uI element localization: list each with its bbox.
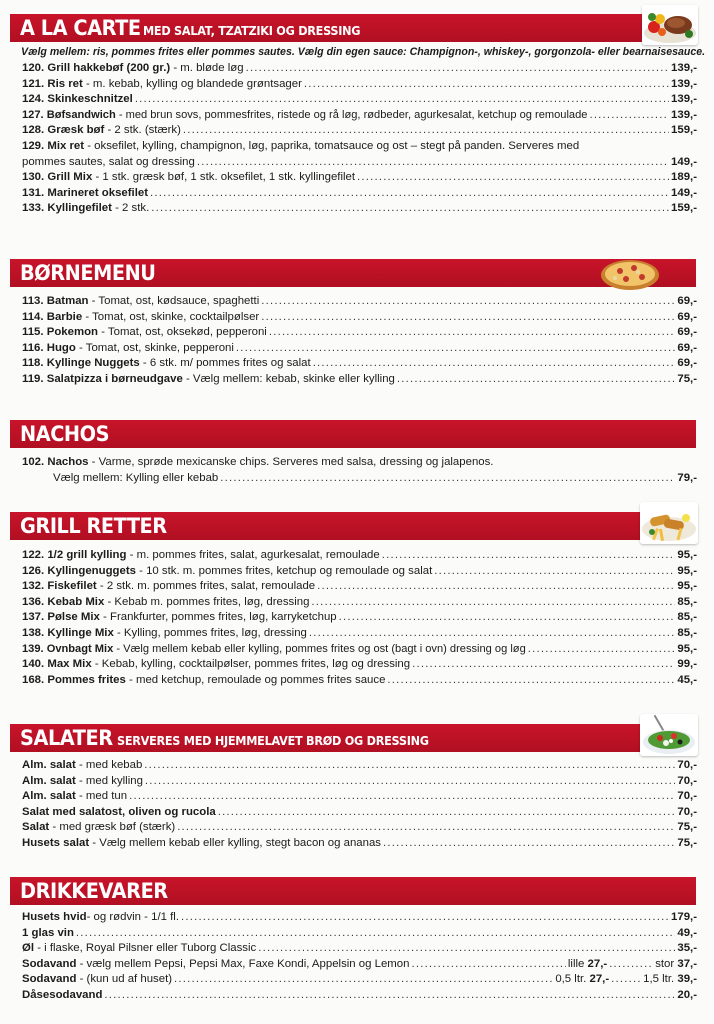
menu-item: 129. Mix ret - oksefilet, kylling, champignon, løg, paprika, tomatsauce og ost – stegt på panden. Serveres med bbox=[22, 139, 580, 152]
price: 70,- bbox=[677, 790, 697, 803]
size-label: lille bbox=[567, 957, 585, 970]
menu-item: Salat med salatost, oliven og rucola ..... 70,- bbox=[22, 805, 697, 821]
menu-list bbox=[0, 758, 714, 852]
price: 69,- bbox=[677, 341, 697, 354]
menu-item: Alm. salat - med kylling ..... 70,- bbox=[22, 774, 697, 790]
price: 69,- bbox=[677, 326, 697, 339]
menu-item: 102. Nachos - Varme, sprøde mexicanske chips. Serveres med salsa, dressing og jalapenos. bbox=[22, 456, 494, 468]
section-bornemenu bbox=[0, 259, 714, 388]
section-title: SALATER bbox=[20, 726, 113, 750]
price: 70,- bbox=[677, 805, 697, 818]
food-photo-fish-icon bbox=[640, 502, 698, 544]
menu-item: 130. Grill Mix - 1 stk. græsk bøf, 1 stk. oksefilet, 1 stk. kyllingefilet ..... 189,- bbox=[22, 170, 697, 186]
price: 37,- bbox=[677, 957, 697, 970]
menu-item-continued: Vælg mellem: Kylling eller kebab ..... 79,- bbox=[22, 471, 697, 487]
section-banner bbox=[10, 14, 696, 42]
menu-item: Husets hvid- og rødvin - 1/1 fl. ..... 179,- bbox=[22, 910, 697, 926]
price: 69,- bbox=[677, 295, 697, 307]
price: 79,- bbox=[677, 471, 697, 484]
section-subtitle: MED SALAT, TZATZIKI OG DRESSING bbox=[143, 23, 361, 38]
size-label: 0,5 ltr. bbox=[555, 973, 587, 986]
menu-item: 122. 1/2 grill kylling - m. pommes frites, salat, agurkesalat, remoulade ..... 95,- bbox=[22, 548, 697, 564]
price: 75,- bbox=[677, 836, 697, 849]
menu-item: 138. Kyllinge Mix - Kylling, pommes frites, løg, dressing ..... 85,- bbox=[22, 626, 697, 642]
menu-item: 113. Batman - Tomat, ost, kødsauce, spaghetti ..... 69,- bbox=[22, 294, 697, 310]
size-label: 1,5 ltr. bbox=[643, 973, 675, 986]
section-a-la-carte bbox=[0, 14, 714, 217]
menu-item: 118. Kyllinge Nuggets - 6 stk. m/ pommes frites og salat ..... 69,- bbox=[22, 356, 697, 372]
section-drikkevarer bbox=[0, 877, 714, 1004]
menu-list bbox=[0, 548, 714, 688]
food-photo-grill-icon bbox=[642, 5, 698, 45]
menu-item: Øl - i flaske, Royal Pilsner eller Tuborg Classic ..... 35,- bbox=[22, 941, 697, 957]
price: 49,- bbox=[677, 926, 697, 939]
size-price: 27,- bbox=[589, 973, 610, 986]
menu-item: Sodavand - (kun ud af huset) ..... 0,5 ltr. 27,- ..... 1,5 ltr. 39,- bbox=[22, 972, 697, 988]
price: 99,- bbox=[677, 658, 697, 671]
menu-item: Alm. salat - med tun ..... 70,- bbox=[22, 789, 697, 805]
menu-item: Alm. salat - med kebab ..... 70,- bbox=[22, 758, 697, 774]
price: 75,- bbox=[677, 372, 697, 385]
section-salater bbox=[0, 724, 714, 852]
price: 85,- bbox=[677, 595, 697, 608]
menu-item: Sodavand - vælg mellem Pepsi, Pepsi Max, Faxe Kondi, Appelsin og Lemon ..... lille 27,- ..... stor 37,- bbox=[22, 957, 697, 973]
price: 20,- bbox=[677, 988, 697, 1001]
menu-item: 133. Kyllingefilet - 2 stk. ..... 159,- bbox=[22, 201, 697, 217]
menu-list bbox=[0, 910, 714, 1004]
section-note: Vælg mellem: ris, pommes frites eller pommes sautes. Vælg din egen sauce: Champignon-, whiskey-, gorgonzola- eller bearnaisesauce. bbox=[21, 46, 706, 58]
price: 85,- bbox=[677, 611, 697, 624]
menu-item: 114. Barbie - Tomat, ost, skinke, cocktailpølser ..... 69,- bbox=[22, 310, 697, 326]
section-title: DRIKKEVARER bbox=[20, 879, 168, 903]
section-subtitle: SERVERES MED HJEMMELAVET BRØD OG DRESSING bbox=[116, 733, 429, 748]
menu-item: 140. Max Mix - Kebab, kylling, cocktailpølser, pommes frites, løg og dressing ..... 99,- bbox=[22, 657, 697, 673]
menu-item: 116. Hugo - Tomat, ost, skinke, pepperoni ..... 69,- bbox=[22, 341, 697, 357]
menu-item: Husets salat - Vælg mellem kebab eller kylling, stegt bacon og ananas ..... 75,- bbox=[22, 836, 697, 852]
menu-list bbox=[0, 455, 714, 486]
price: 139,- bbox=[671, 93, 697, 106]
section-title: A LA CARTE bbox=[20, 16, 141, 40]
price: 159,- bbox=[671, 124, 697, 137]
menu-item: 136. Kebab Mix - Kebab m. pommes frites, løg, dressing ..... 85,- bbox=[22, 595, 697, 611]
price: 189,- bbox=[671, 171, 697, 184]
menu-item: 119. Salatpizza i børneudgave - Vælg mellem: kebab, skinke eller kylling ..... 75,- bbox=[22, 372, 697, 388]
section-banner bbox=[10, 259, 696, 287]
menu-item: 128. Græsk bøf - 2 stk. (stærk) ..... 159,- bbox=[22, 123, 697, 139]
price: 95,- bbox=[677, 564, 697, 577]
menu-item: 124. Skinkeschnitzel ..... 139,- bbox=[22, 92, 697, 108]
price: 39,- bbox=[677, 973, 697, 986]
price: 45,- bbox=[677, 673, 697, 686]
section-title: NACHOS bbox=[20, 422, 110, 446]
menu-item: 132. Fiskefilet - 2 stk. m. pommes frites, salat, remoulade ..... 95,- bbox=[22, 579, 697, 595]
price: 139,- bbox=[671, 77, 697, 90]
menu-item: Salat - med græsk bøf (stærk) ..... 75,- bbox=[22, 820, 697, 836]
price: 95,- bbox=[677, 549, 697, 561]
food-photo-salad-icon bbox=[640, 714, 698, 756]
price: 70,- bbox=[677, 759, 697, 771]
section-title: BØRNEMENU bbox=[20, 261, 156, 285]
section-title: GRILL RETTER bbox=[20, 514, 167, 538]
price: 159,- bbox=[671, 202, 697, 215]
price: 149,- bbox=[671, 186, 697, 199]
menu-item: 126. Kyllingenuggets - 10 stk. m. pommes frites, ketchup og remoulade og salat ..... 95,- bbox=[22, 564, 697, 580]
section-banner bbox=[10, 420, 696, 448]
section-nachos bbox=[0, 420, 714, 486]
pizza-icon bbox=[600, 255, 660, 291]
price: 35,- bbox=[677, 942, 697, 955]
menu-item: 115. Pokemon - Tomat, ost, oksekød, pepperoni ..... 69,- bbox=[22, 325, 697, 341]
menu-item: 168. Pommes frites - med ketchup, remoulade og pommes frites sauce ..... 45,- bbox=[22, 673, 697, 689]
price: 149,- bbox=[671, 155, 697, 168]
price: 69,- bbox=[677, 357, 697, 370]
menu-item: 127. Bøfsandwich - med brun sovs, pommesfrites, ristede og rå løg, rødbeder, agurkesalat, ketchup og remoulade ..... 139,- bbox=[22, 108, 697, 124]
menu-item-continued: pommes sautes, salat og dressing ..... 149,- bbox=[22, 155, 697, 171]
section-banner bbox=[10, 877, 696, 905]
price: 70,- bbox=[677, 774, 697, 787]
price: 95,- bbox=[677, 580, 697, 593]
price: 85,- bbox=[677, 626, 697, 639]
price: 139,- bbox=[671, 108, 697, 121]
menu-item: 131. Marineret oksefilet ..... 149,- bbox=[22, 186, 697, 202]
menu-list bbox=[0, 61, 714, 217]
menu-item: 121. Ris ret - m. kebab, kylling og blandede grøntsager ..... 139,- bbox=[22, 77, 697, 93]
menu-item: Dåsesodavand ..... 20,- bbox=[22, 988, 697, 1004]
size-price: 27,- bbox=[587, 957, 608, 970]
price: 139,- bbox=[671, 62, 697, 74]
section-banner bbox=[10, 724, 640, 752]
menu-item: 137. Pølse Mix - Frankfurter, pommes frites, løg, karryketchup ..... 85,- bbox=[22, 610, 697, 626]
menu-item: 120. Grill hakkebøf (200 gr.) - m. bløde løg ..... 139,- bbox=[22, 61, 697, 77]
menu-item: 1 glas vin ..... 49,- bbox=[22, 926, 697, 942]
price: 95,- bbox=[677, 642, 697, 655]
price: 179,- bbox=[671, 911, 697, 923]
size-label: stor bbox=[655, 957, 675, 970]
section-grill-retter bbox=[0, 512, 714, 688]
menu-item: 139. Ovnbagt Mix - Vælg mellem kebab eller kylling, pommes frites og ost (bagt i ovn) dressing og løg ..... 95,- bbox=[22, 642, 697, 658]
menu-list bbox=[0, 294, 714, 388]
section-banner bbox=[10, 512, 640, 540]
price: 75,- bbox=[677, 821, 697, 834]
price: 69,- bbox=[677, 310, 697, 323]
